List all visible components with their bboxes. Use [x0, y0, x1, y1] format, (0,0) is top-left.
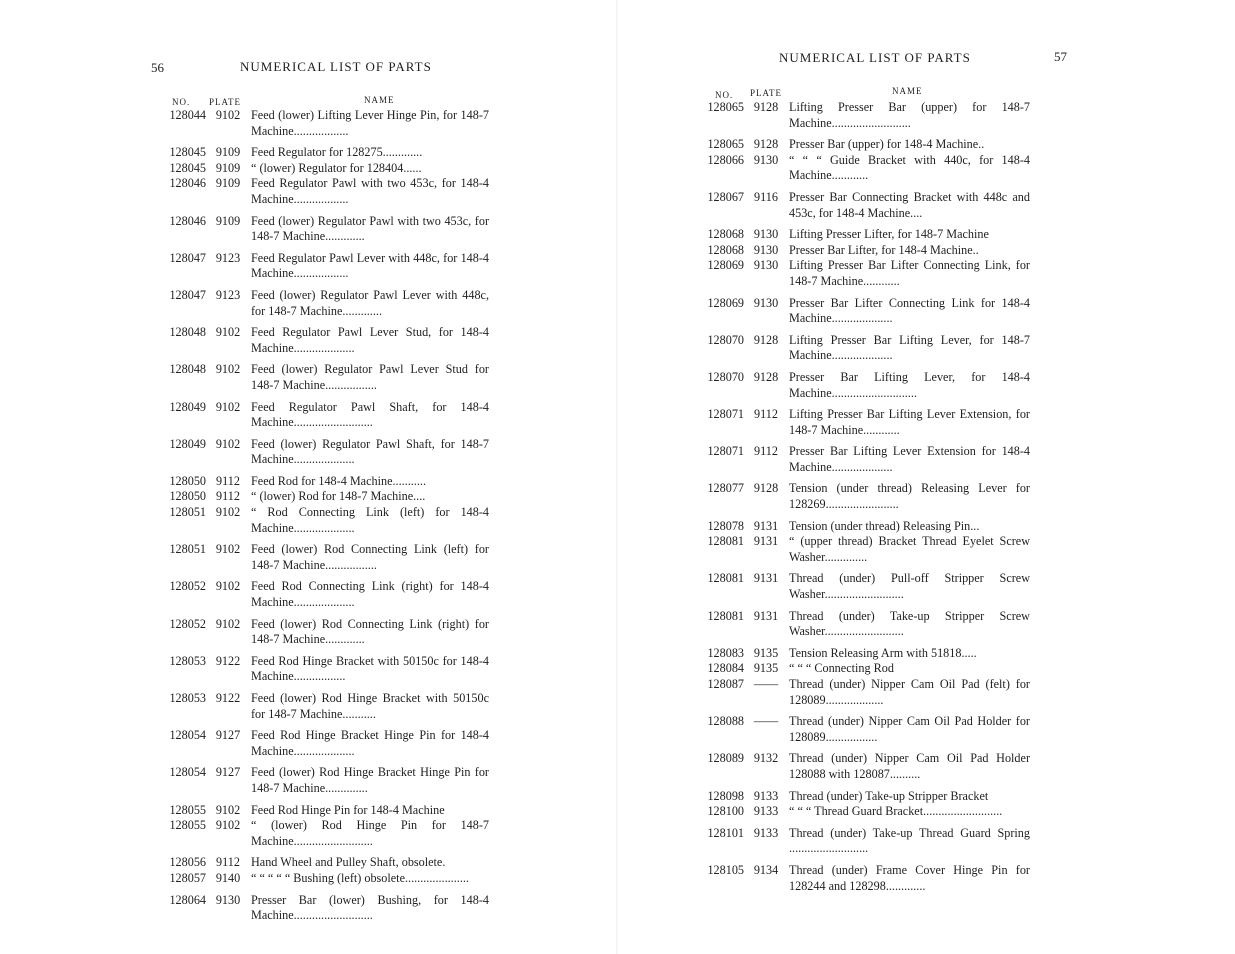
list-item	[694, 804, 1030, 820]
plate-number: 9131	[753, 518, 779, 533]
part-number: 128065	[707, 137, 744, 152]
list-item	[156, 362, 489, 393]
part-name: Thread (under) Frame Cover Hinge Pin for 128244 and 128298.............	[789, 862, 1030, 893]
part-number: 128053	[169, 653, 206, 668]
list-item	[156, 176, 489, 207]
plate-number: 9122	[215, 691, 241, 705]
plate-number: 9131	[753, 608, 779, 623]
part-name: Presser Bar (lower) Bushing, for 148-4 Machine..........................	[251, 892, 489, 923]
part-number: 128055	[169, 802, 206, 817]
part-number: 128087	[707, 677, 744, 691]
part-number: 128100	[707, 804, 744, 819]
part-name: Presser Bar (upper) for 148-4 Machine..	[789, 137, 985, 152]
part-name: Presser Bar Lifting Lever, for 148-4 Machine............................	[789, 369, 1030, 400]
plate-number: 9102	[215, 542, 241, 557]
list-item	[156, 161, 489, 177]
plate-number: 9102	[215, 436, 241, 451]
plate-number: 9128	[753, 100, 779, 114]
part-name: “ “ “ Thread Guard Bracket..........................	[789, 804, 1003, 819]
list-item	[156, 893, 489, 924]
part-name: Feed (lower) Regulator Pawl with two 453c, for 148-7 Machine.............	[251, 213, 489, 244]
part-number: 128084	[707, 661, 744, 676]
part-name: Thread (under) Nipper Cam Oil Pad (felt) for 128089...................	[789, 677, 1030, 707]
part-number: 128044	[169, 108, 206, 122]
plate-number: 9102	[215, 325, 241, 340]
right-page	[617, 0, 1235, 954]
part-name: Hand Wheel and Pulley Shaft, obsolete.	[251, 855, 446, 870]
part-name: Thread (under) Take-up Stripper Screw Washer..........................	[789, 608, 1030, 639]
list-item	[694, 227, 1030, 243]
part-name: “ “ “ “ “ Bushing (left) obsolete.....................	[251, 870, 469, 885]
part-number: 128051	[169, 505, 206, 520]
part-number: 128081	[707, 534, 744, 549]
list-item	[694, 863, 1030, 894]
part-name: “ Rod Connecting Link (left) for 148-4 Machine....................	[251, 505, 489, 535]
plate-number: ——	[753, 714, 779, 729]
list-item	[156, 108, 489, 139]
part-name: Tension (under thread) Releasing Lever for 128269........................	[789, 481, 1030, 512]
part-name: Feed Rod Hinge Pin for 148-4 Machine	[251, 802, 445, 817]
page-number: 56	[151, 60, 164, 75]
list-item	[694, 258, 1030, 289]
list-item	[156, 474, 489, 490]
part-number: 128098	[707, 788, 744, 803]
part-name: Feed Rod Hinge Bracket Hinge Pin for 148-4 Machine....................	[251, 728, 489, 758]
plate-number: ——	[753, 677, 779, 691]
list-item	[156, 803, 489, 819]
part-number: 128045	[169, 160, 206, 175]
part-number: 128050	[169, 489, 206, 504]
part-number: 128066	[707, 152, 744, 167]
part-name: “ (lower) Regulator for 128404......	[251, 160, 422, 175]
part-number: 128048	[169, 325, 206, 340]
plate-number: 9128	[753, 481, 779, 496]
plate-number: 9130	[753, 242, 779, 257]
list-item	[694, 190, 1030, 221]
part-name: Thread (under) Nipper Cam Oil Pad Holder for 128089.................	[789, 714, 1030, 744]
part-number: 128046	[169, 213, 206, 228]
list-item	[156, 818, 489, 849]
part-number: 128065	[707, 100, 744, 114]
list-item	[694, 243, 1030, 259]
part-number: 128056	[169, 855, 206, 870]
plate-number: 9102	[215, 399, 241, 414]
part-number: 128089	[707, 751, 744, 766]
page-number: 57	[1054, 49, 1067, 64]
list-item	[694, 789, 1030, 805]
running-head: NUMERICAL LIST OF PARTS	[240, 59, 432, 74]
plate-number: 9127	[215, 765, 241, 780]
part-number: 128047	[169, 287, 206, 302]
part-number: 128069	[707, 258, 744, 273]
plate-number: 9130	[215, 892, 241, 907]
plate-number: 9140	[215, 870, 241, 885]
list-item	[694, 646, 1030, 662]
list-item	[694, 609, 1030, 640]
part-number: 128055	[169, 818, 206, 833]
plate-number: 9102	[215, 616, 241, 631]
plate-number: 9128	[753, 332, 779, 347]
part-name: Lifting Presser Lifter, for 148-7 Machine	[789, 227, 989, 242]
part-name: “ “ “ Connecting Rod	[789, 661, 894, 676]
part-number: 128050	[169, 473, 206, 488]
list-item	[156, 579, 489, 610]
running-head: NUMERICAL LIST OF PARTS	[779, 50, 971, 65]
part-name: Tension (under thread) Releasing Pin...	[789, 518, 980, 533]
plate-number: 9109	[215, 213, 241, 228]
plate-number: 9109	[215, 176, 241, 191]
part-name: Presser Bar Lifting Lever Extension for 148-4 Machine....................	[789, 444, 1030, 474]
list-item	[694, 571, 1030, 602]
plate-number: 9102	[215, 108, 241, 122]
plate-number: 9123	[215, 287, 241, 302]
part-name: Feed (lower) Rod Connecting Link (right) for 148-7 Machine.............	[251, 616, 489, 647]
part-name: Feed Regulator Pawl Shaft, for 148-4 Machine..........................	[251, 399, 489, 430]
plate-number: 9123	[215, 250, 241, 265]
part-number: 128077	[707, 481, 744, 496]
plate-number: 9122	[215, 653, 241, 668]
list-item	[694, 677, 1030, 708]
part-number: 128064	[169, 892, 206, 907]
list-item	[156, 489, 489, 505]
plate-number: 9131	[753, 534, 779, 549]
list-item	[156, 654, 489, 685]
list-item	[694, 751, 1030, 782]
list-item	[694, 333, 1030, 364]
list-item	[156, 855, 489, 871]
plate-number: 9130	[753, 227, 779, 242]
part-number: 128083	[707, 645, 744, 660]
part-name: Feed Regulator Pawl Lever Stud, for 148-4 Machine....................	[251, 325, 489, 355]
part-number: 128049	[169, 436, 206, 451]
part-number: 128046	[169, 176, 206, 191]
part-name: “ (lower) Rod for 148-7 Machine....	[251, 489, 426, 504]
plate-number: 9109	[215, 160, 241, 175]
part-number: 128053	[169, 691, 206, 705]
part-number: 128051	[169, 542, 206, 557]
list-item	[694, 153, 1030, 184]
part-name: Feed Rod Connecting Link (right) for 148-4 Machine....................	[251, 579, 489, 610]
part-name: Feed Regulator for 128275.............	[251, 145, 423, 160]
plate-number: 9134	[753, 862, 779, 877]
plate-number: 9102	[215, 505, 241, 520]
plate-number: 9112	[216, 855, 240, 870]
part-number: 128067	[707, 189, 744, 204]
part-number: 128071	[707, 407, 744, 422]
list-item	[156, 728, 489, 759]
plate-number: 9131	[753, 571, 779, 586]
part-name: Feed Rod Hinge Bracket with 50150c for 148-4 Machine.................	[251, 653, 489, 684]
part-name: Feed (lower) Rod Hinge Bracket Hinge Pin for 148-7 Machine..............	[251, 765, 489, 795]
plate-number: 9102	[215, 802, 241, 817]
part-name: Feed Regulator Pawl Lever with 448c, for 148-4 Machine..................	[251, 250, 489, 281]
part-number: 128081	[707, 608, 744, 623]
parts-list	[694, 100, 1030, 900]
list-item	[156, 145, 489, 161]
part-name: Feed Regulator Pawl with two 453c, for 148-4 Machine..................	[251, 176, 489, 206]
list-item	[694, 661, 1030, 677]
part-number: 128052	[169, 616, 206, 631]
part-number: 128069	[707, 295, 744, 310]
part-number: 128105	[707, 862, 744, 877]
plate-number: 9102	[215, 362, 241, 377]
plate-number: 9130	[753, 295, 779, 310]
list-item	[156, 325, 489, 356]
list-item	[694, 481, 1030, 512]
part-name: Feed (lower) Regulator Pawl Lever Stud for 148-7 Machine.................	[251, 362, 489, 392]
plate-number: 9133	[753, 788, 779, 803]
part-name: Presser Bar Lifter, for 148-4 Machine..	[789, 242, 979, 257]
list-item	[694, 370, 1030, 401]
part-number: 128068	[707, 242, 744, 257]
part-name: Feed (lower) Regulator Pawl Shaft, for 148-7 Machine....................	[251, 436, 489, 467]
list-item	[156, 214, 489, 245]
part-name: “ (upper thread) Bracket Thread Eyelet Screw Washer..............	[789, 534, 1030, 564]
list-item	[156, 542, 489, 573]
part-name: Feed (lower) Rod Hinge Bracket with 50150c for 148-7 Machine...........	[251, 691, 489, 721]
part-name: Lifting Presser Bar Lifter Connecting Link, for 148-7 Machine............	[789, 258, 1030, 288]
part-name: Lifting Presser Bar (upper) for 148-7 Machine..........................	[789, 100, 1030, 130]
plate-number: 9112	[216, 489, 240, 504]
column-header-name: NAME	[364, 95, 395, 105]
part-name: Thread (under) Pull-off Stripper Screw Washer..........................	[789, 571, 1030, 602]
plate-number: 9112	[754, 444, 778, 459]
list-item	[694, 444, 1030, 475]
list-item	[156, 871, 489, 887]
column-header-no: NO.	[715, 90, 734, 100]
part-number: 128101	[707, 825, 744, 840]
list-item	[156, 617, 489, 648]
part-number: 128052	[169, 579, 206, 594]
part-number: 128070	[707, 369, 744, 384]
list-item	[694, 296, 1030, 327]
part-number: 128071	[707, 444, 744, 459]
list-item	[156, 691, 489, 722]
plate-number: 9133	[753, 825, 779, 840]
part-name: “ “ “ Guide Bracket with 440c, for 148-4 Machine............	[789, 152, 1030, 183]
part-name: Lifting Presser Bar Lifting Lever Extension, for 148-7 Machine............	[789, 407, 1030, 437]
part-number: 128057	[169, 870, 206, 885]
part-name: Thread (under) Take-up Thread Guard Spring ..........................	[789, 825, 1030, 856]
part-name: Feed (lower) Rod Connecting Link (left) for 148-7 Machine.................	[251, 542, 489, 572]
part-number: 128047	[169, 250, 206, 265]
plate-number: 9102	[215, 579, 241, 594]
part-number: 128054	[169, 765, 206, 780]
part-name: Lifting Presser Bar Lifting Lever, for 148-7 Machine....................	[789, 332, 1030, 363]
part-name: Feed (lower) Regulator Pawl Lever with 448c, for 148-7 Machine.............	[251, 287, 489, 318]
list-item	[156, 765, 489, 796]
part-name: Thread (under) Take-up Stripper Bracket	[789, 788, 989, 803]
part-number: 128081	[707, 571, 744, 586]
plate-number: 9112	[754, 407, 778, 422]
column-header-plate: PLATE	[750, 88, 782, 98]
part-name: Feed Rod for 148-4 Machine...........	[251, 473, 426, 488]
part-name: Thread (under) Nipper Cam Oil Pad Holder 128088 with 128087..........	[789, 751, 1030, 781]
plate-number: 9132	[753, 751, 779, 766]
plate-number: 9112	[216, 473, 240, 488]
plate-number: 9116	[754, 189, 778, 204]
plate-number: 9135	[753, 661, 779, 676]
plate-number: 9127	[215, 728, 241, 743]
part-number: 128078	[707, 518, 744, 533]
list-item	[156, 505, 489, 536]
list-item	[156, 251, 489, 282]
part-number: 128070	[707, 332, 744, 347]
list-item	[694, 100, 1030, 131]
plate-number: 9130	[753, 258, 779, 273]
part-number: 128054	[169, 728, 206, 743]
list-item	[694, 519, 1030, 535]
part-name: “ (lower) Rod Hinge Pin for 148-7 Machine..........................	[251, 818, 489, 848]
part-name: Presser Bar Lifter Connecting Link for 148-4 Machine....................	[789, 295, 1030, 326]
list-item	[694, 714, 1030, 745]
plate-number: 9102	[215, 818, 241, 833]
plate-number: 9133	[753, 804, 779, 819]
list-item	[694, 534, 1030, 565]
plate-number: 9109	[215, 145, 241, 160]
column-header-plate: PLATE	[209, 97, 241, 107]
plate-number: 9130	[753, 152, 779, 167]
part-name: Tension Releasing Arm with 51818.....	[789, 645, 977, 660]
plate-number: 9135	[753, 645, 779, 660]
plate-number: 9128	[753, 369, 779, 384]
part-name: Feed (lower) Lifting Lever Hinge Pin, for 148-7 Machine..................	[251, 108, 489, 138]
list-item	[694, 137, 1030, 153]
part-name: Presser Bar Connecting Bracket with 448c and 453c, for 148-4 Machine....	[789, 189, 1030, 220]
column-header-no: NO.	[172, 97, 191, 107]
column-header-name: NAME	[892, 86, 923, 96]
left-page	[0, 0, 617, 954]
part-number: 128049	[169, 399, 206, 414]
list-item	[156, 400, 489, 431]
list-item	[156, 288, 489, 319]
part-number: 128068	[707, 227, 744, 242]
part-number: 128045	[169, 145, 206, 160]
part-number: 128048	[169, 362, 206, 377]
plate-number: 9128	[753, 137, 779, 152]
list-item	[156, 437, 489, 468]
part-number: 128088	[707, 714, 744, 729]
list-item	[694, 407, 1030, 438]
list-item	[694, 826, 1030, 857]
parts-list	[156, 108, 489, 930]
